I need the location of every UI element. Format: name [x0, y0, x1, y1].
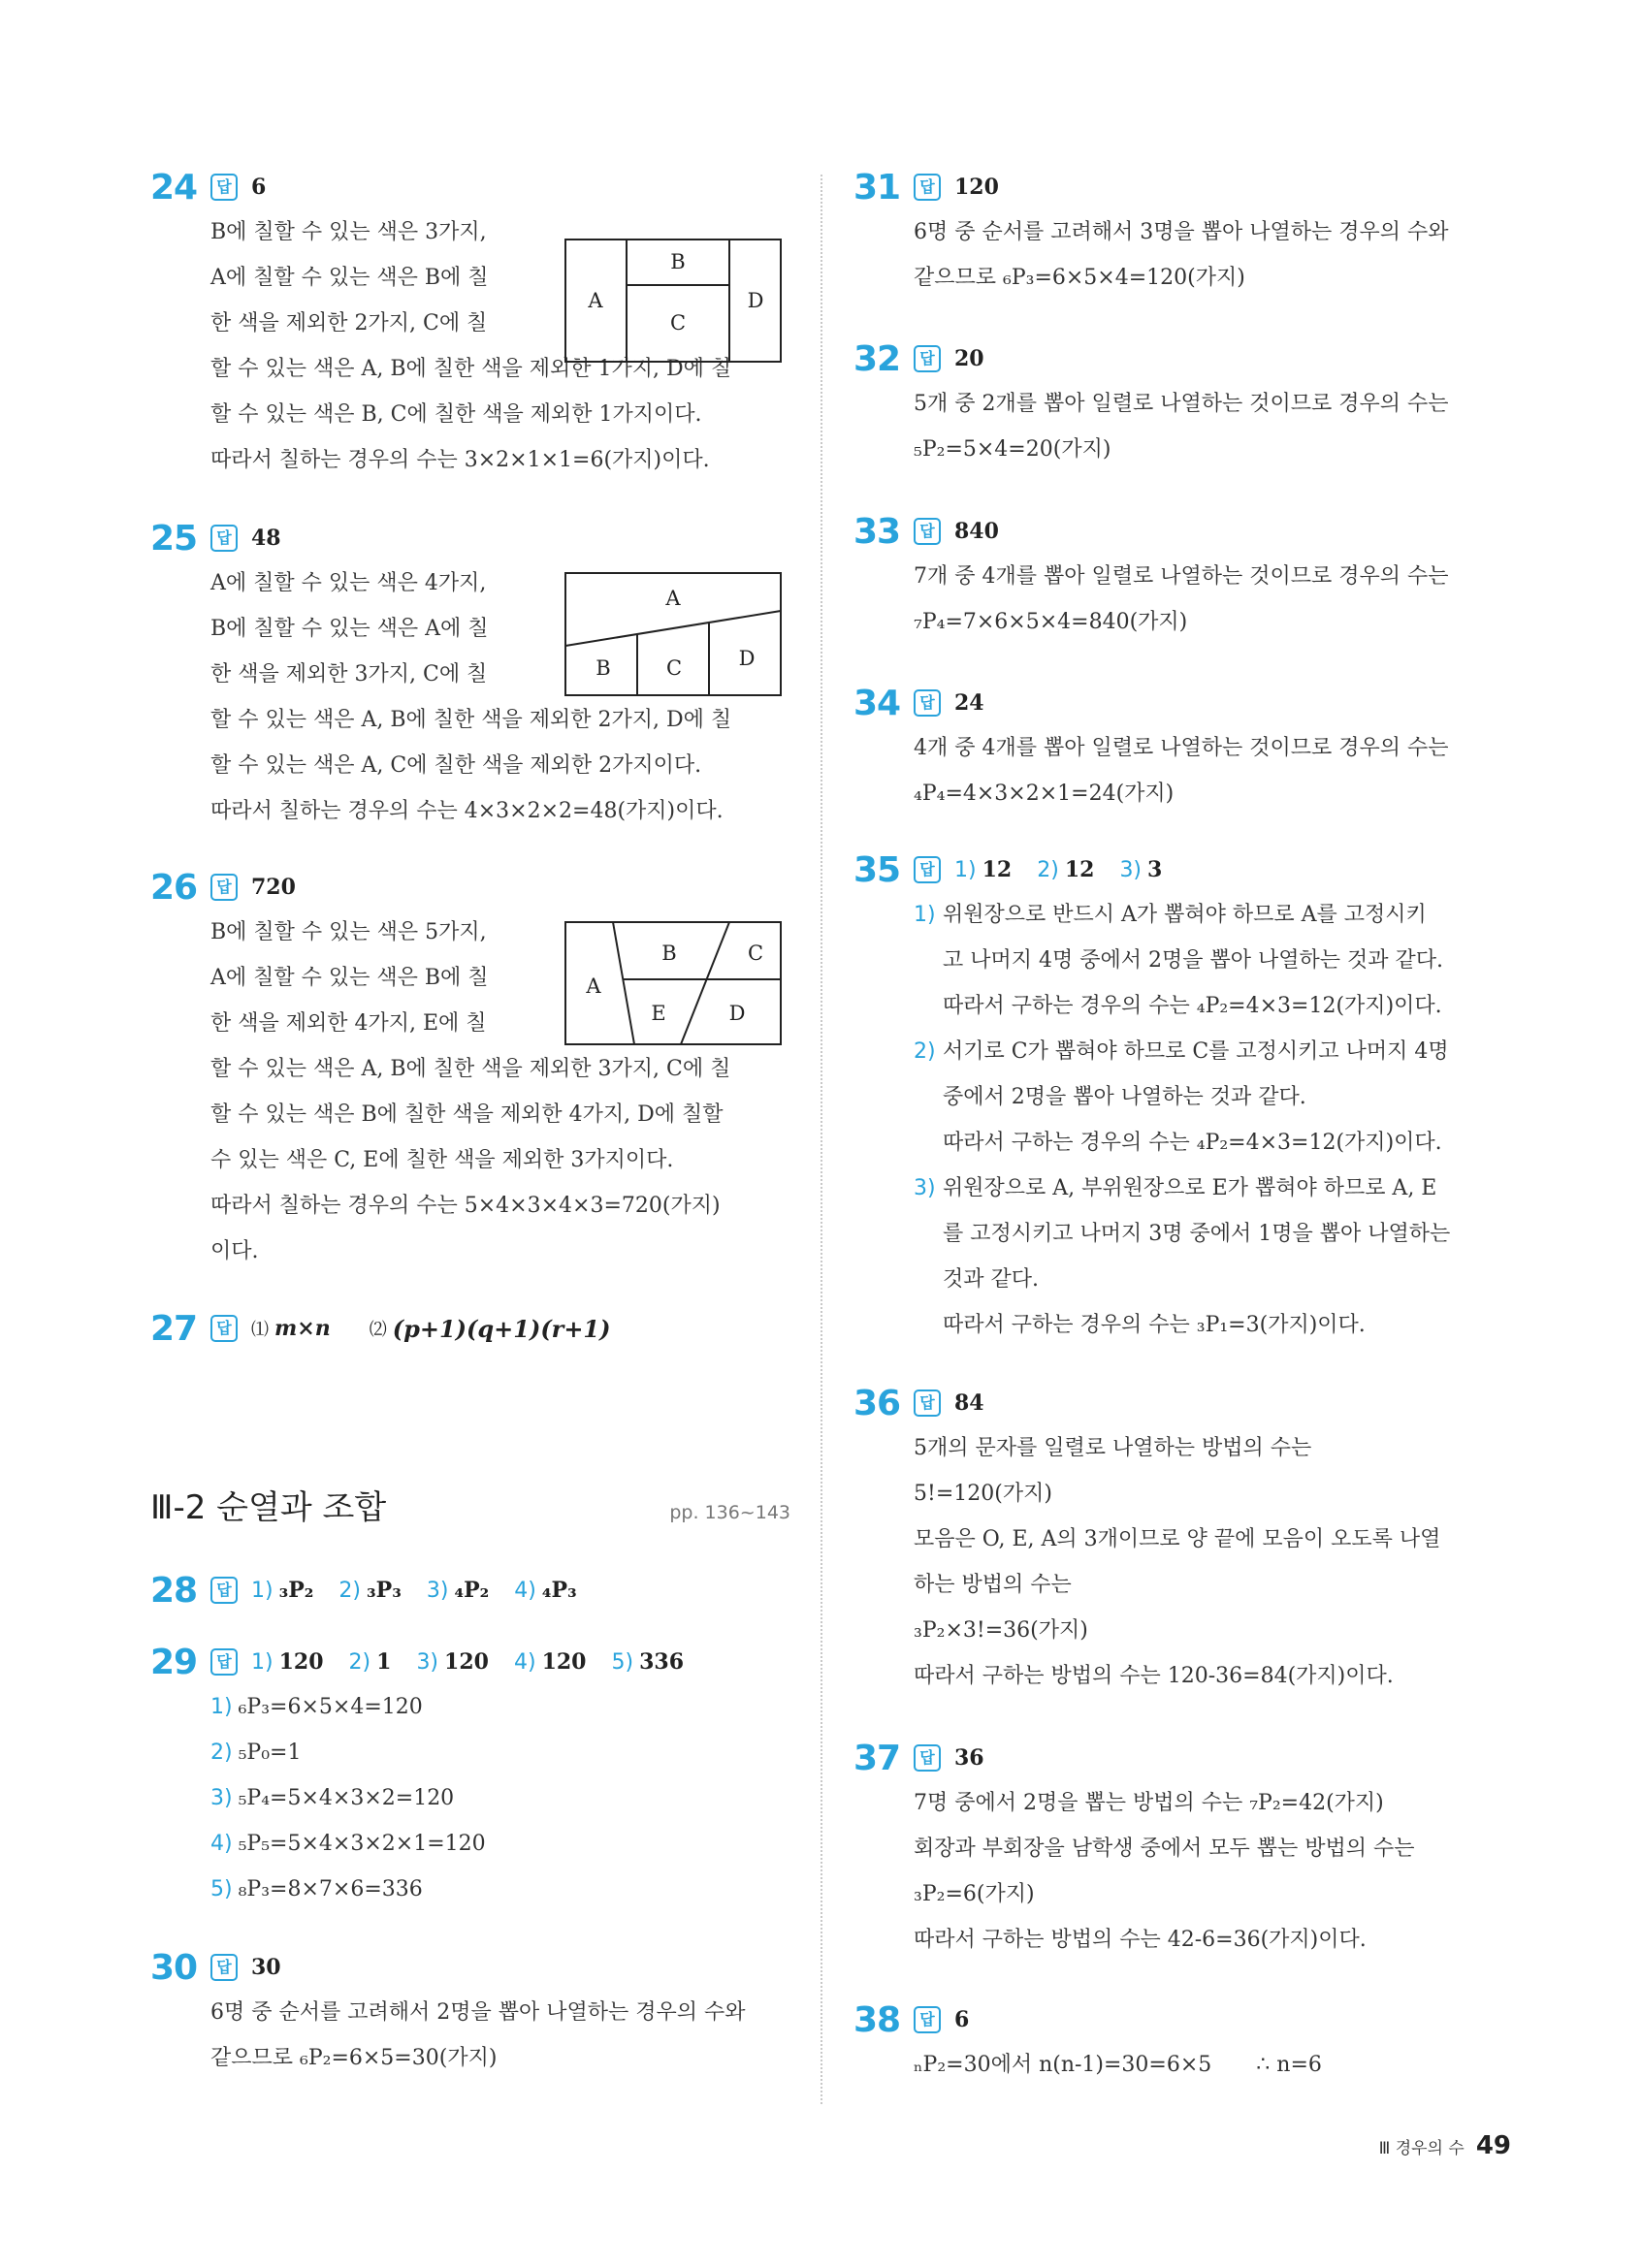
solution-line: ₃P₂=6(가지)	[914, 1882, 1035, 1906]
problem-number: 38	[853, 1999, 901, 2040]
answer-badge: 답	[210, 874, 238, 901]
answer-badge: 답	[210, 1577, 238, 1604]
region-label: A	[588, 289, 603, 312]
region-label: B	[596, 656, 611, 680]
answer-value: (p+1)(q+1)(r+1)	[392, 1314, 611, 1343]
solution-line: 따라서 칠하는 경우의 수는 5×4×3×4×3=720(가지)	[210, 1194, 721, 1218]
solution-line: 6명 중 순서를 고려해서 2명을 뽑아 나열하는 경우의 수와	[210, 2000, 746, 2025]
problem-28	[150, 1568, 790, 1640]
problem-36	[853, 1381, 1513, 1736]
region-label: C	[747, 942, 764, 965]
solution-line: 6명 중 순서를 고려해서 3명을 뽑아 나열하는 경우의 수와	[914, 220, 1449, 244]
answer-badge: 답	[210, 1315, 238, 1342]
problem-34	[853, 681, 1513, 847]
problem-number: 37	[853, 1738, 901, 1778]
answer-item: 3) 120	[416, 1649, 489, 1675]
solution-line: 하는 방법의 수는	[914, 1573, 1072, 1597]
sub-solution-line: 따라서 구하는 경우의 수는 ₃P₁=3(가지)이다.	[943, 1313, 1366, 1337]
answer-value: m×n	[274, 1316, 331, 1341]
answer-item: 2) 12	[1037, 857, 1095, 882]
sub-solution-line: 1) 위원장으로 반드시 A가 뽑혀야 하므로 A를 고정시키	[914, 903, 1427, 927]
region-label: A	[665, 587, 681, 610]
solution-line: B에 칠할 수 있는 색은 3가지,	[210, 220, 487, 244]
solution-line: 할 수 있는 색은 B에 칠한 색을 제외한 4가지, D에 칠할	[210, 1102, 724, 1127]
answer-value: 120	[954, 175, 999, 200]
region-diagram-26	[564, 921, 782, 1049]
answer-value: 84	[954, 1390, 984, 1416]
problem-33	[853, 509, 1513, 681]
answer-item: 2) ₃P₃	[338, 1578, 402, 1603]
problem-32	[853, 336, 1513, 509]
solution-line: 5) ₈P₃=8×7×6=336	[210, 1877, 423, 1901]
answer-value: 720	[251, 875, 296, 900]
answer-badge: 답	[914, 518, 941, 545]
problem-number: 30	[150, 1947, 198, 1988]
solution-line: 따라서 구하는 방법의 수는 120-36=84(가지)이다.	[914, 1664, 1394, 1688]
region-label: A	[586, 974, 601, 998]
answer-value: 30	[251, 1955, 281, 1980]
answer-item: 2) 1	[348, 1649, 392, 1675]
answer-badge: 답	[210, 1648, 238, 1676]
problem-30	[150, 1945, 790, 2081]
solution-line: ₃P₂×3!=36(가지)	[914, 1618, 1088, 1643]
solution-line: B에 칠할 수 있는 색은 5가지,	[210, 920, 487, 944]
column-divider	[821, 175, 822, 2104]
answer-badge: 답	[914, 2006, 941, 2033]
answer-item: 3) ₄P₂	[426, 1578, 490, 1603]
left-column	[150, 165, 790, 2081]
solution-line: 이다.	[210, 1239, 259, 1263]
region-label: D	[747, 289, 764, 312]
solution-line: 4개 중 4개를 뽑아 일렬로 나열하는 것이므로 경우의 수는	[914, 736, 1449, 760]
problem-29	[150, 1640, 790, 1945]
problem-27	[150, 1306, 790, 1481]
problem-number: 26	[150, 867, 198, 908]
solution-line: 할 수 있는 색은 A, B에 칠한 색을 제외한 2가지, D에 칠	[210, 708, 732, 732]
answer-badge: 답	[914, 1390, 941, 1417]
solution-line: 7명 중에서 2명을 뽑는 방법의 수는 ₇P₂=42(가지)	[914, 1791, 1384, 1815]
answer-item: 1) 12	[954, 857, 1013, 882]
answer-index: ⑵	[369, 1320, 387, 1340]
solution-line: 한 색을 제외한 3가지, C에 칠	[210, 662, 488, 687]
section-pages: pp. 136~143	[669, 1502, 790, 1523]
answer-value: 20	[954, 346, 984, 371]
solution-line: 1) ₆P₃=6×5×4=120	[210, 1695, 423, 1719]
answer-value: 24	[954, 690, 984, 716]
answer-badge: 답	[210, 525, 238, 552]
region-label: C	[665, 656, 683, 680]
sub-solution-line: 를 고정시키고 나머지 3명 중에서 1명을 뽑아 나열하는	[943, 1222, 1451, 1246]
answer-value: 36	[954, 1745, 984, 1771]
solution-line: A에 칠할 수 있는 색은 4가지,	[210, 571, 487, 595]
region-label: B	[670, 250, 686, 273]
region-diagram-24	[564, 239, 782, 367]
solution-line: 5개 중 2개를 뽑아 일렬로 나열하는 것이므로 경우의 수는	[914, 392, 1449, 416]
problem-31	[853, 165, 1513, 336]
solution-line: A에 칠할 수 있는 색은 B에 칠	[210, 966, 489, 990]
answer-item: 4) 120	[513, 1649, 587, 1675]
chapter-label: Ⅲ 경우의 수	[1378, 2139, 1465, 2158]
region-diagram-25	[564, 572, 782, 700]
therefore-statement: ∴ n=6	[1256, 2053, 1322, 2077]
solution-line: 같으므로 ₆P₃=6×5×4=120(가지)	[914, 266, 1245, 290]
problem-37	[853, 1736, 1513, 1997]
answer-item: 5) 336	[611, 1649, 685, 1675]
answer-badge: 답	[210, 1954, 238, 1981]
answer-value: 6	[251, 175, 267, 200]
problem-number: 36	[853, 1383, 901, 1423]
sub-solution-line: 2) 서기로 C가 뽑혀야 하므로 C를 고정시키고 나머지 4명	[914, 1039, 1449, 1064]
right-column	[853, 165, 1513, 2088]
answer-index: ⑴	[251, 1320, 269, 1340]
problem-number: 27	[150, 1308, 198, 1349]
sub-solution-line: 것과 같다.	[943, 1267, 1039, 1292]
answer-badge: 답	[210, 174, 238, 201]
page-number: 49	[1475, 2131, 1511, 2160]
solution-line: 수 있는 색은 C, E에 칠한 색을 제외한 3가지이다.	[210, 1148, 674, 1172]
problem-number: 33	[853, 511, 901, 552]
problem-number: 24	[150, 167, 198, 208]
problem-number: 25	[150, 518, 198, 559]
solution-line: 따라서 칠하는 경우의 수는 3×2×1×1=6(가지)이다.	[210, 448, 710, 472]
problem-number: 31	[853, 167, 901, 208]
solution-line: ₇P₄=7×6×5×4=840(가지)	[914, 610, 1188, 634]
solution-line: 모음은 O, E, A의 3개이므로 양 끝에 모음이 오도록 나열	[914, 1527, 1441, 1551]
problem-number: 34	[853, 683, 901, 723]
sub-solution-line: 고 나머지 4명 중에서 2명을 뽑아 나열하는 것과 같다.	[943, 948, 1443, 973]
answer-badge: 답	[914, 1744, 941, 1772]
region-label: D	[738, 647, 756, 670]
answer-badge: 답	[914, 689, 941, 717]
region-label: B	[661, 942, 677, 965]
solution-line: B에 칠할 수 있는 색은 A에 칠	[210, 617, 489, 641]
solution-line: ₅P₂=5×4=20(가지)	[914, 437, 1111, 462]
answer-value: 6	[954, 2007, 970, 2032]
solution-line: 따라서 칠하는 경우의 수는 4×3×2×2=48(가지)이다.	[210, 799, 724, 823]
section-heading	[150, 1481, 790, 1568]
answer-value: 48	[251, 526, 281, 551]
answer-value: 840	[954, 519, 999, 544]
solution-line: 할 수 있는 색은 A, B에 칠한 색을 제외한 3가지, C에 칠	[210, 1057, 731, 1081]
solution-line: ₄P₄=4×3×2×1=24(가지)	[914, 782, 1175, 806]
answer-item: 1) 120	[251, 1649, 324, 1675]
answer-badge: 답	[914, 345, 941, 372]
solution-line: ₙP₂=30에서 n(n-1)=30=6×5 ∴ n=6	[914, 2053, 1322, 2077]
problem-38	[853, 1997, 1513, 2088]
answer-badge: 답	[914, 174, 941, 201]
problem-number: 35	[853, 849, 901, 890]
sub-solution-line: 따라서 구하는 경우의 수는 ₄P₂=4×3=12(가지)이다.	[943, 1131, 1442, 1155]
solution-line: 할 수 있는 색은 B, C에 칠한 색을 제외한 1가지이다.	[210, 402, 702, 427]
answer-item: 1) ₃P₂	[251, 1578, 314, 1603]
solution-line: 따라서 구하는 방법의 수는 42-6=36(가지)이다.	[914, 1928, 1367, 1952]
solution-line: 할 수 있는 색은 A, C에 칠한 색을 제외한 2가지이다.	[210, 753, 702, 778]
problem-26	[150, 865, 790, 1306]
answer-item: 4) ₄P₃	[514, 1578, 577, 1603]
solution-line: 2) ₅P₀=1	[210, 1741, 302, 1765]
region-label: D	[728, 1002, 746, 1025]
solution-line: A에 칠할 수 있는 색은 B에 칠	[210, 266, 489, 290]
answer-item: 3) 3	[1119, 857, 1163, 882]
solution-line: 한 색을 제외한 4가지, E에 칠	[210, 1011, 487, 1036]
problem-number: 28	[150, 1570, 198, 1611]
solution-line: 할 수 있는 색은 A, B에 칠한 색을 제외한 1가지, D에 칠	[210, 357, 732, 381]
solution-line: 5개의 문자를 일렬로 나열하는 방법의 수는	[914, 1436, 1312, 1460]
problem-24	[150, 165, 790, 516]
problem-25	[150, 516, 790, 865]
problem-number: 29	[150, 1642, 198, 1682]
problem-35	[853, 847, 1513, 1381]
solution-line: 한 색을 제외한 2가지, C에 칠	[210, 311, 488, 335]
answer-badge: 답	[914, 856, 941, 883]
page-footer	[1379, 2131, 1511, 2160]
solution-line: 4) ₅P₅=5×4×3×2×1=120	[210, 1832, 486, 1856]
problem-number: 32	[853, 338, 901, 379]
solution-line: 5!=120(가지)	[914, 1482, 1052, 1506]
region-label: C	[669, 311, 687, 335]
sub-solution-line: 따라서 구하는 경우의 수는 ₄P₂=4×3=12(가지)이다.	[943, 994, 1442, 1018]
section-title: Ⅲ-2 순열과 조합	[150, 1488, 387, 1527]
sub-solution-line: 3) 위원장으로 A, 부위원장으로 E가 뽑혀야 하므로 A, E	[914, 1176, 1437, 1200]
region-label: E	[651, 1002, 666, 1025]
solution-line: 회장과 부회장을 남학생 중에서 모두 뽑는 방법의 수는	[914, 1837, 1415, 1861]
solution-line: 같으므로 ₆P₂=6×5=30(가지)	[210, 2046, 498, 2070]
solution-line: 3) ₅P₄=5×4×3×2=120	[210, 1786, 455, 1810]
solution-line: 7개 중 4개를 뽑아 일렬로 나열하는 것이므로 경우의 수는	[914, 564, 1449, 589]
sub-solution-line: 중에서 2명을 뽑아 나열하는 것과 같다.	[943, 1085, 1306, 1109]
